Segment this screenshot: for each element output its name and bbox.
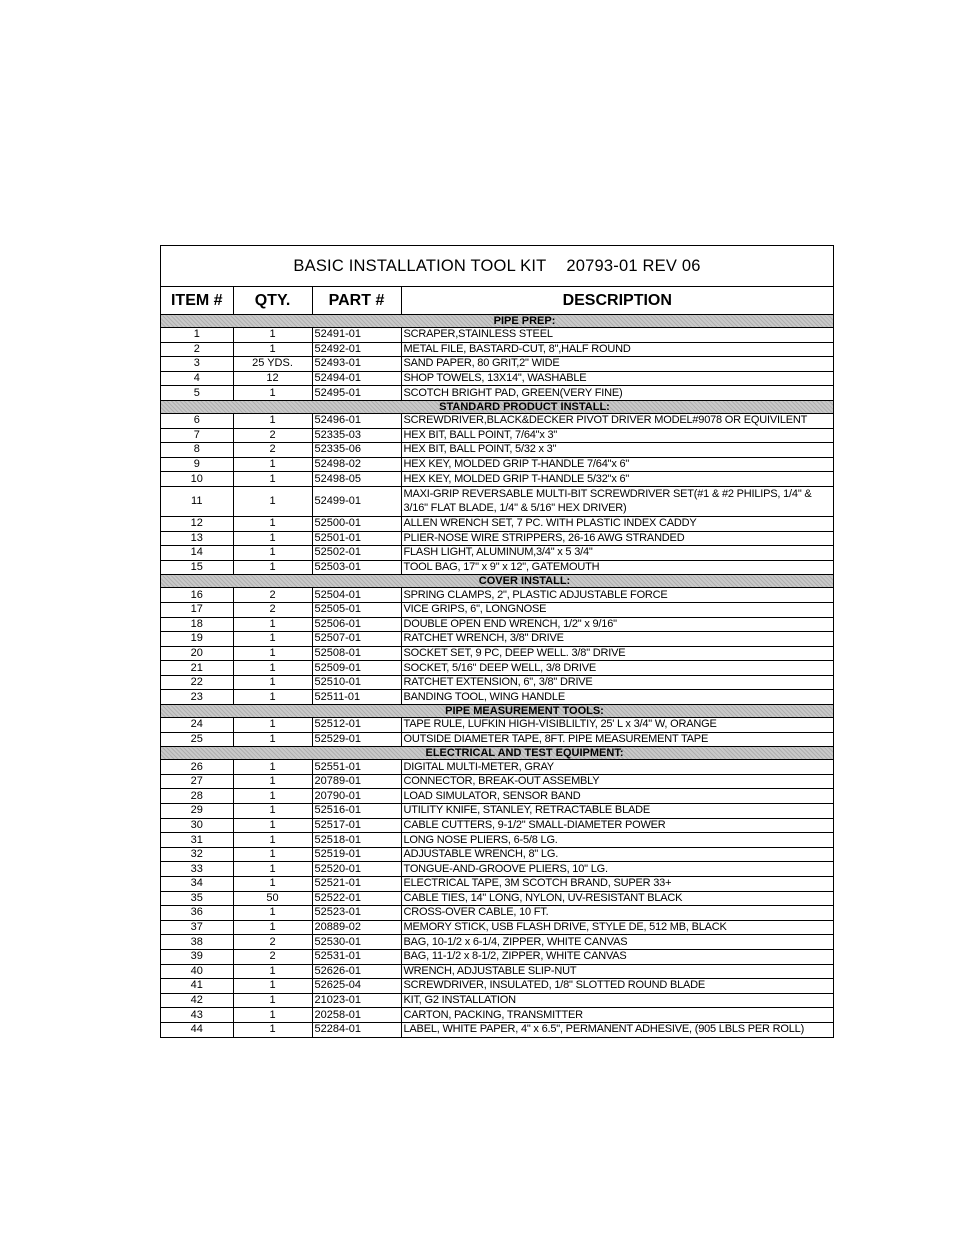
quantity-cell: 1 [233,833,312,848]
item-number-cell: 23 [161,690,233,705]
description-cell: ELECTRICAL TAPE, 3M SCOTCH BRAND, SUPER 33+ [401,877,833,892]
description-cell: SOCKET, 5/16" DEEP WELL, 3/8 DRIVE [401,661,833,676]
part-number-cell: 52498-05 [312,472,401,487]
part-number-cell: 52509-01 [312,661,401,676]
quantity-cell: 1 [233,804,312,819]
item-number-cell: 29 [161,804,233,819]
quantity-cell: 2 [233,602,312,617]
part-number-cell: 52512-01 [312,718,401,733]
item-number-cell: 4 [161,371,233,386]
section-cell [161,400,833,413]
quantity-cell: 1 [233,993,312,1008]
header-part: PART # [312,287,401,315]
part-number-cell: 52517-01 [312,818,401,833]
quantity-cell: 1 [233,789,312,804]
table-row [161,906,833,921]
table-row [161,949,833,964]
table-row [161,774,833,789]
section-row [161,575,833,588]
description-cell: KIT, G2 INSTALLATION [401,993,833,1008]
description-cell: SCREWDRIVER, INSULATED, 1/8" SLOTTED ROUND BLADE [401,979,833,994]
description-cell: TAPE RULE, LUFKIN HIGH-VISIBLILTIY, 25' L x 3/4" W, ORANGE [401,718,833,733]
description-cell: DOUBLE OPEN END WRENCH, 1/2" x 9/16" [401,617,833,632]
table-row [161,1008,833,1023]
table-row [161,862,833,877]
description-cell: RATCHET EXTENSION, 6", 3/8" DRIVE [401,675,833,690]
description-cell: HEX KEY, MOLDED GRIP T-HANDLE 5/32"x 6" [401,472,833,487]
table-row [161,804,833,819]
part-number-cell: 52625-04 [312,979,401,994]
item-number-cell: 19 [161,632,233,647]
part-number-cell: 52522-01 [312,891,401,906]
header-row [161,287,833,315]
item-number-cell: 41 [161,979,233,994]
description-cell: SCOTCH BRIGHT PAD, GREEN(VERY FINE) [401,386,833,401]
description-cell: VICE GRIPS, 6", LONGNOSE [401,602,833,617]
table-row [161,877,833,892]
part-number-cell: 52499-01 [312,486,401,516]
part-number-cell: 52493-01 [312,357,401,372]
tool-kit-sheet [160,245,834,1038]
quantity-cell: 1 [233,457,312,472]
quantity-cell: 2 [233,588,312,603]
item-number-cell: 1 [161,328,233,343]
quantity-cell: 1 [233,862,312,877]
table-row [161,646,833,661]
quantity-cell: 1 [233,632,312,647]
table-row [161,661,833,676]
quantity-cell: 1 [233,877,312,892]
quantity-cell: 2 [233,443,312,458]
quantity-cell: 1 [233,964,312,979]
description-cell: CONNECTOR, BREAK-OUT ASSEMBLY [401,774,833,789]
section-cell [161,747,833,760]
item-number-cell: 42 [161,993,233,1008]
section-row [161,400,833,413]
description-cell: SPRING CLAMPS, 2", PLASTIC ADJUSTABLE FORCE [401,588,833,603]
item-number-cell: 5 [161,386,233,401]
part-number-cell: 20790-01 [312,789,401,804]
quantity-cell: 1 [233,847,312,862]
part-number-cell: 52492-01 [312,342,401,357]
item-number-cell: 9 [161,457,233,472]
table-row [161,457,833,472]
section-row [161,705,833,718]
table-row [161,732,833,747]
part-revision: 20793-01 REV 06 [566,256,701,275]
part-number-cell: 52518-01 [312,833,401,848]
description-cell: CARTON, PACKING, TRANSMITTER [401,1008,833,1023]
part-number-cell: 52502-01 [312,546,401,561]
part-number-cell: 52496-01 [312,413,401,428]
table-row [161,833,833,848]
section-cell [161,315,833,328]
quantity-cell: 1 [233,979,312,994]
quantity-cell: 1 [233,718,312,733]
quantity-cell: 1 [233,760,312,775]
description-cell: SCREWDRIVER,BLACK&DECKER PIVOT DRIVER MODEL#9078 OR EQUIVILENT [401,413,833,428]
parts-table [161,287,833,1037]
quantity-cell: 1 [233,617,312,632]
part-number-cell: 52521-01 [312,877,401,892]
item-number-cell: 11 [161,486,233,516]
quantity-cell: 1 [233,413,312,428]
description-cell: SHOP TOWELS, 13X14", WASHABLE [401,371,833,386]
description-cell: MEMORY STICK, USB FLASH DRIVE, STYLE DE, 512 MB, BLACK [401,920,833,935]
section-row [161,747,833,760]
table-row [161,413,833,428]
item-number-cell: 24 [161,718,233,733]
section-label: ELECTRICAL AND TEST EQUIPMENT: [425,747,624,760]
quantity-cell: 1 [233,1008,312,1023]
section-row [161,315,833,328]
quantity-cell: 1 [233,732,312,747]
part-number-cell: 52494-01 [312,371,401,386]
quantity-cell: 1 [233,661,312,676]
part-number-cell: 52506-01 [312,617,401,632]
item-number-cell: 36 [161,906,233,921]
description-cell: LOAD SIMULATOR, SENSOR BAND [401,789,833,804]
description-cell: SOCKET SET, 9 PC, DEEP WELL. 3/8" DRIVE [401,646,833,661]
part-number-cell: 20258-01 [312,1008,401,1023]
description-cell: OUTSIDE DIAMETER TAPE, 8FT. PIPE MEASUREMENT TAPE [401,732,833,747]
description-cell: MAXI-GRIP REVERSABLE MULTI-BIT SCREWDRIVER SET(#1 & #2 PHILIPS, 1/4" & 3/16" FLAT BLADE, 1/4" & 5/16" HEX DRIVER) [401,486,833,516]
table-row [161,443,833,458]
description-cell: CABLE CUTTERS, 9-1/2" SMALL-DIAMETER POWER [401,818,833,833]
table-row [161,588,833,603]
quantity-cell: 1 [233,486,312,516]
part-number-cell: 52508-01 [312,646,401,661]
item-number-cell: 3 [161,357,233,372]
part-number-cell: 52503-01 [312,560,401,575]
item-number-cell: 38 [161,935,233,950]
item-number-cell: 39 [161,949,233,964]
quantity-cell: 12 [233,371,312,386]
item-number-cell: 26 [161,760,233,775]
quantity-cell: 1 [233,516,312,531]
part-number-cell: 52520-01 [312,862,401,877]
table-row [161,328,833,343]
description-cell: METAL FILE, BASTARD-CUT, 8",HALF ROUND [401,342,833,357]
table-row [161,847,833,862]
quantity-cell: 2 [233,949,312,964]
kit-name: BASIC INSTALLATION TOOL KIT [293,256,547,275]
table-row [161,546,833,561]
quantity-cell: 1 [233,531,312,546]
part-number-cell: 52501-01 [312,531,401,546]
part-number-cell: 52626-01 [312,964,401,979]
table-row [161,675,833,690]
item-number-cell: 34 [161,877,233,892]
item-number-cell: 44 [161,1022,233,1036]
item-number-cell: 14 [161,546,233,561]
part-number-cell: 52507-01 [312,632,401,647]
table-row [161,486,833,516]
quantity-cell: 1 [233,646,312,661]
item-number-cell: 8 [161,443,233,458]
table-row [161,632,833,647]
item-number-cell: 28 [161,789,233,804]
item-number-cell: 21 [161,661,233,676]
quantity-cell: 1 [233,472,312,487]
item-number-cell: 27 [161,774,233,789]
item-number-cell: 43 [161,1008,233,1023]
section-label: COVER INSTALL: [478,575,571,588]
part-number-cell: 21023-01 [312,993,401,1008]
part-number-cell: 52505-01 [312,602,401,617]
table-row [161,1022,833,1036]
item-number-cell: 30 [161,818,233,833]
item-number-cell: 20 [161,646,233,661]
description-cell: WRENCH, ADJUSTABLE SLIP-NUT [401,964,833,979]
item-number-cell: 18 [161,617,233,632]
table-row [161,428,833,443]
item-number-cell: 32 [161,847,233,862]
table-row [161,690,833,705]
description-cell: ADJUSTABLE WRENCH, 8" LG. [401,847,833,862]
item-number-cell: 16 [161,588,233,603]
description-cell: CROSS-OVER CABLE, 10 FT. [401,906,833,921]
item-number-cell: 25 [161,732,233,747]
part-number-cell: 52511-01 [312,690,401,705]
header-description: DESCRIPTION [401,287,833,315]
table-row [161,617,833,632]
table-row [161,964,833,979]
quantity-cell: 2 [233,935,312,950]
quantity-cell: 1 [233,546,312,561]
table-row [161,371,833,386]
table-row [161,920,833,935]
part-number-cell: 52335-03 [312,428,401,443]
part-number-cell: 52523-01 [312,906,401,921]
item-number-cell: 22 [161,675,233,690]
item-number-cell: 35 [161,891,233,906]
item-number-cell: 13 [161,531,233,546]
quantity-cell: 25 YDS. [233,357,312,372]
header-qty: QTY. [233,287,312,315]
part-number-cell: 52498-02 [312,457,401,472]
description-cell: DIGITAL MULTI-METER, GRAY [401,760,833,775]
table-body [161,315,833,1037]
part-number-cell: 52284-01 [312,1022,401,1036]
quantity-cell: 1 [233,386,312,401]
table-row [161,789,833,804]
description-cell: ALLEN WRENCH SET, 7 PC. WITH PLASTIC INDEX CADDY [401,516,833,531]
part-number-cell: 52531-01 [312,949,401,964]
description-cell: HEX BIT, BALL POINT, 5/32 x 3" [401,443,833,458]
document-title [161,246,833,287]
table-row [161,602,833,617]
section-cell [161,575,833,588]
item-number-cell: 17 [161,602,233,617]
description-cell: HEX BIT, BALL POINT, 7/64"x 3" [401,428,833,443]
quantity-cell: 1 [233,1022,312,1036]
description-cell: TONGUE-AND-GROOVE PLIERS, 10" LG. [401,862,833,877]
part-number-cell: 52519-01 [312,847,401,862]
part-number-cell: 52529-01 [312,732,401,747]
table-row [161,979,833,994]
section-label: PIPE PREP: [493,315,556,327]
part-number-cell: 52516-01 [312,804,401,819]
table-row [161,531,833,546]
table-row [161,472,833,487]
item-number-cell: 15 [161,560,233,575]
part-number-cell: 52500-01 [312,516,401,531]
description-cell: SCRAPER,STAINLESS STEEL [401,328,833,343]
table-row [161,516,833,531]
table-row [161,560,833,575]
quantity-cell: 1 [233,560,312,575]
item-number-cell: 37 [161,920,233,935]
part-number-cell: 52495-01 [312,386,401,401]
description-cell: BAG, 11-1/2 x 8-1/2, ZIPPER, WHITE CANVAS [401,949,833,964]
quantity-cell: 1 [233,690,312,705]
table-row [161,386,833,401]
quantity-cell: 2 [233,428,312,443]
part-number-cell: 52551-01 [312,760,401,775]
quantity-cell: 1 [233,328,312,343]
part-number-cell: 52491-01 [312,328,401,343]
section-label: PIPE MEASUREMENT TOOLS: [445,705,604,718]
item-number-cell: 6 [161,413,233,428]
item-number-cell: 12 [161,516,233,531]
item-number-cell: 10 [161,472,233,487]
description-cell: UTILITY KNIFE, STANLEY, RETRACTABLE BLADE [401,804,833,819]
description-cell: BAG, 10-1/2 x 6-1/4, ZIPPER, WHITE CANVAS [401,935,833,950]
description-cell: LONG NOSE PLIERS, 6-5/8 LG. [401,833,833,848]
part-number-cell: 20789-01 [312,774,401,789]
table-row [161,935,833,950]
description-cell: CABLE TIES, 14" LONG, NYLON, UV-RESISTANT BLACK [401,891,833,906]
header-item: ITEM # [161,287,233,315]
section-label: STANDARD PRODUCT INSTALL: [439,400,610,413]
section-cell [161,705,833,718]
table-row [161,993,833,1008]
table-row [161,760,833,775]
quantity-cell: 1 [233,818,312,833]
item-number-cell: 33 [161,862,233,877]
table-row [161,718,833,733]
description-cell: LABEL, WHITE PAPER, 4" x 6.5", PERMANENT ADHESIVE, (905 LBLS PER ROLL) [403,1023,805,1036]
quantity-cell: 1 [233,342,312,357]
description-cell: SAND PAPER, 80 GRIT,2" WIDE [401,357,833,372]
description-cell: BANDING TOOL, WING HANDLE [401,690,833,705]
part-number-cell: 20889-02 [312,920,401,935]
description-cell: PLIER-NOSE WIRE STRIPPERS, 26-16 AWG STRANDED [401,531,833,546]
item-number-cell: 7 [161,428,233,443]
part-number-cell: 52510-01 [312,675,401,690]
quantity-cell: 1 [233,906,312,921]
description-cell: FLASH LIGHT, ALUMINUM,3/4" x 5 3/4" [401,546,833,561]
item-number-cell: 40 [161,964,233,979]
table-row [161,342,833,357]
quantity-cell: 1 [233,920,312,935]
description-cell: HEX KEY, MOLDED GRIP T-HANDLE 7/64"x 6" [401,457,833,472]
quantity-cell: 50 [233,891,312,906]
description-cell: TOOL BAG, 17" x 9" x 12", GATEMOUTH [401,560,833,575]
part-number-cell: 52335-06 [312,443,401,458]
quantity-cell: 1 [233,774,312,789]
table-row [161,357,833,372]
item-number-cell: 2 [161,342,233,357]
item-number-cell: 31 [161,833,233,848]
part-number-cell: 52530-01 [312,935,401,950]
quantity-cell: 1 [233,675,312,690]
description-cell: RATCHET WRENCH, 3/8" DRIVE [401,632,833,647]
table-row [161,818,833,833]
part-number-cell: 52504-01 [312,588,401,603]
table-row [161,891,833,906]
